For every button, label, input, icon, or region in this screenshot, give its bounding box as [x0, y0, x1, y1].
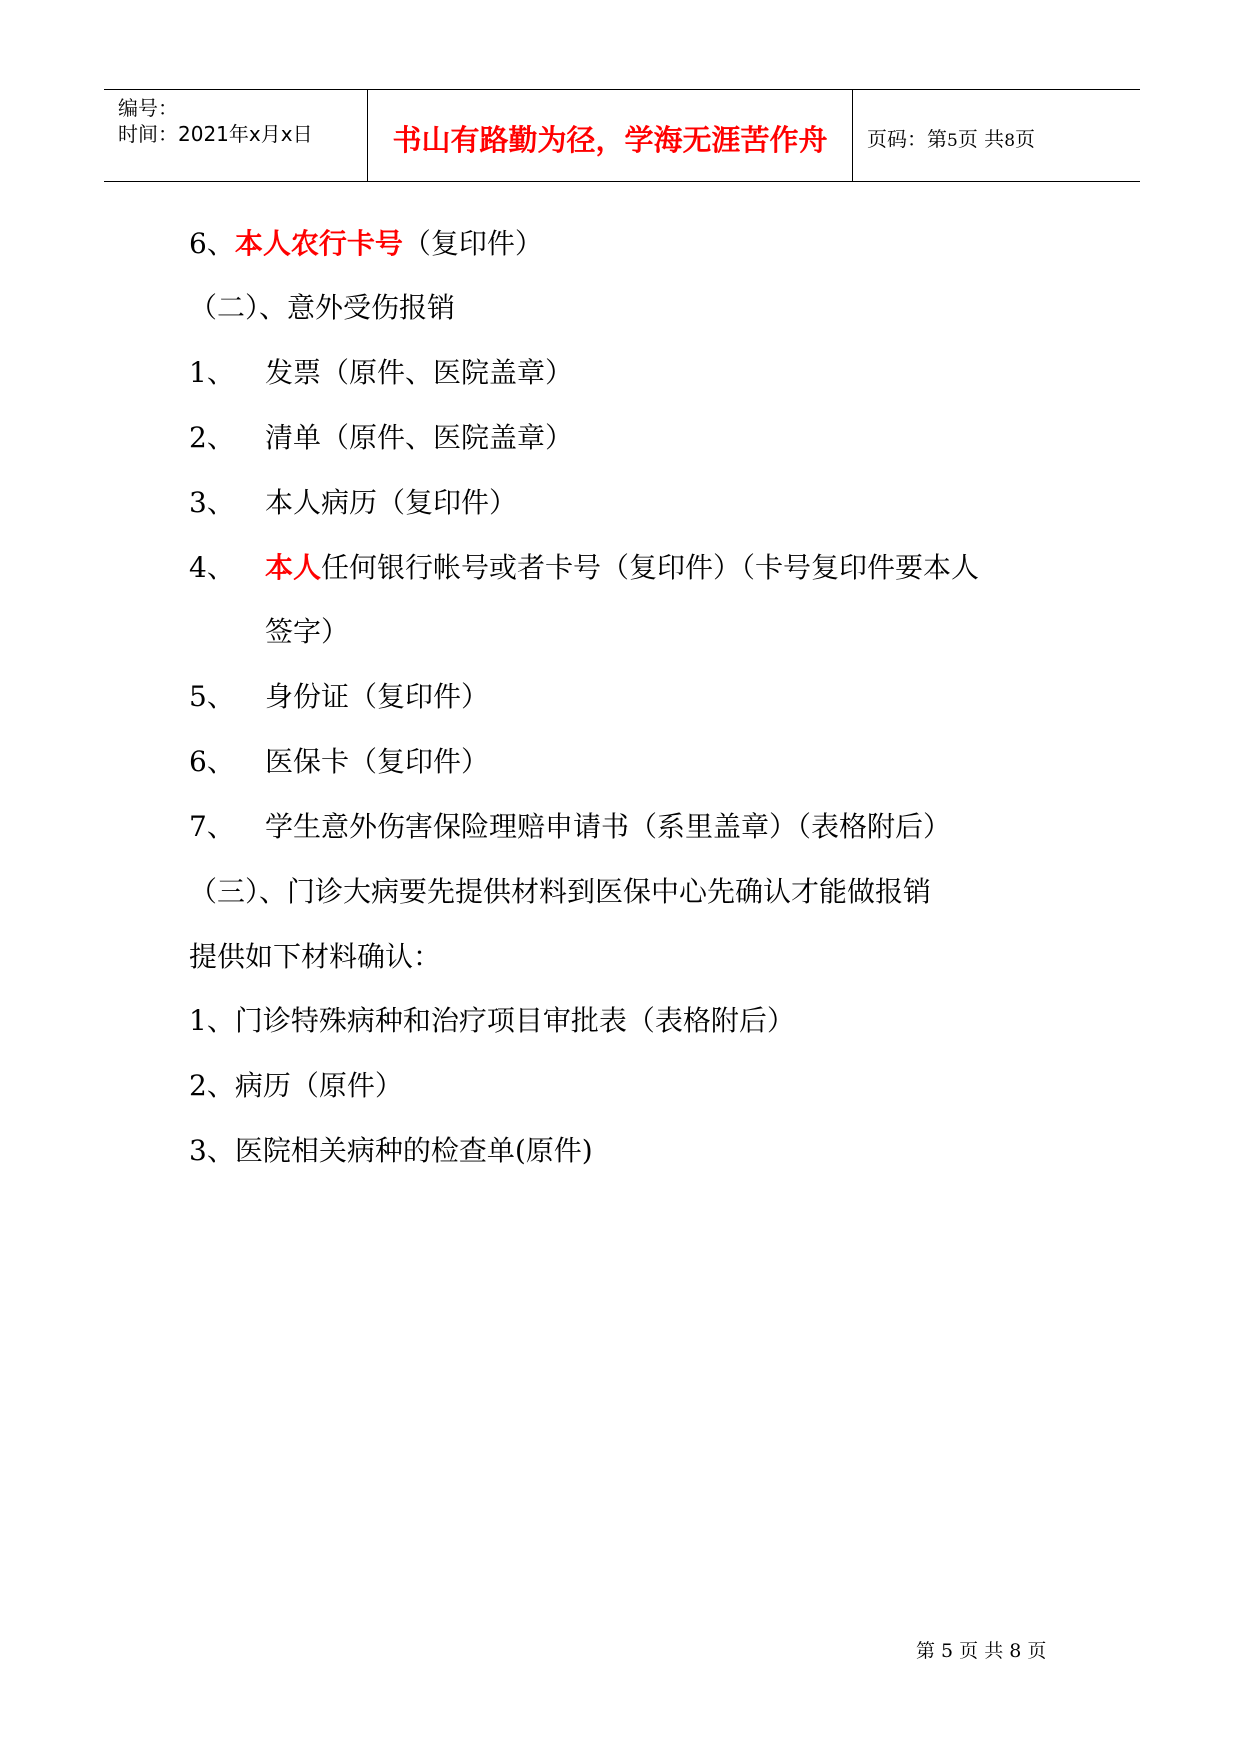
list-item [189, 677, 489, 717]
page-total: 8 [1004, 131, 1016, 151]
list-item: 1、门诊特殊病种和治疗项目审批表（表格附后） [189, 1004, 795, 1037]
section-subheading: 提供如下材料确认： [189, 940, 442, 973]
item-number: 5、 [189, 680, 235, 713]
item-number: 1、 [189, 356, 235, 389]
page-suffix: 页 [1015, 127, 1036, 151]
item-text: 清单（原件、医院盖章） [265, 421, 574, 454]
section-heading-2: （二）、意外受伤报销 [189, 291, 456, 324]
list-item [189, 418, 573, 458]
list-item [189, 548, 979, 588]
item-number: 2、 [189, 421, 235, 454]
list-item-continuation: 签字） [265, 615, 350, 648]
list-item [189, 483, 517, 523]
section-heading-3: （三）、门诊大病要先提供材料到医保中心先确认才能做报销 [189, 875, 932, 908]
page-prefix: 页码：第 [867, 127, 947, 151]
item-number: 3、 [189, 486, 235, 519]
page-header [104, 89, 1140, 182]
item-text: 学生意外伤害保险理赔申请书（系里盖章）（表格附后） [265, 810, 952, 843]
highlight-text: 本人农行卡号 [234, 227, 403, 260]
bank-card-line [189, 224, 543, 264]
highlight-text: 本人 [265, 551, 322, 584]
list-item: 3、医院相关病种的检查单(原件) [189, 1134, 593, 1167]
item-text: 本人病历（复印件） [265, 486, 518, 519]
list-item [189, 807, 951, 847]
time-label: 时间：2021年x月x日 [118, 122, 313, 146]
header-meta-cell [104, 90, 368, 181]
page-current: 5 [947, 131, 958, 151]
page-mid: 页 共 [957, 127, 1005, 151]
motto: 书山有路勤为径，学海无涯苦作舟 [392, 123, 828, 157]
item-number: 4、 [189, 551, 235, 584]
line-text: （复印件） [402, 227, 543, 260]
number-label: 编号： [118, 96, 178, 120]
item-number: 7、 [189, 810, 235, 843]
list-item [189, 742, 489, 782]
page-indicator [867, 123, 1035, 152]
item-text: 医保卡（复印件） [265, 745, 490, 778]
list-item [189, 353, 573, 393]
line-number: 6、 [189, 227, 235, 260]
header-page-cell [853, 90, 1140, 181]
header-motto-cell [368, 90, 853, 181]
item-number: 6、 [189, 745, 235, 778]
item-text: 身份证（复印件） [265, 680, 490, 713]
list-item: 2、病历（原件） [189, 1069, 403, 1102]
item-text: 任何银行帐号或者卡号（复印件）（卡号复印件要本人 [321, 551, 980, 584]
page-footer: 第 5 页 共 8 页 [916, 1640, 1047, 1662]
item-text: 发票（原件、医院盖章） [265, 356, 574, 389]
